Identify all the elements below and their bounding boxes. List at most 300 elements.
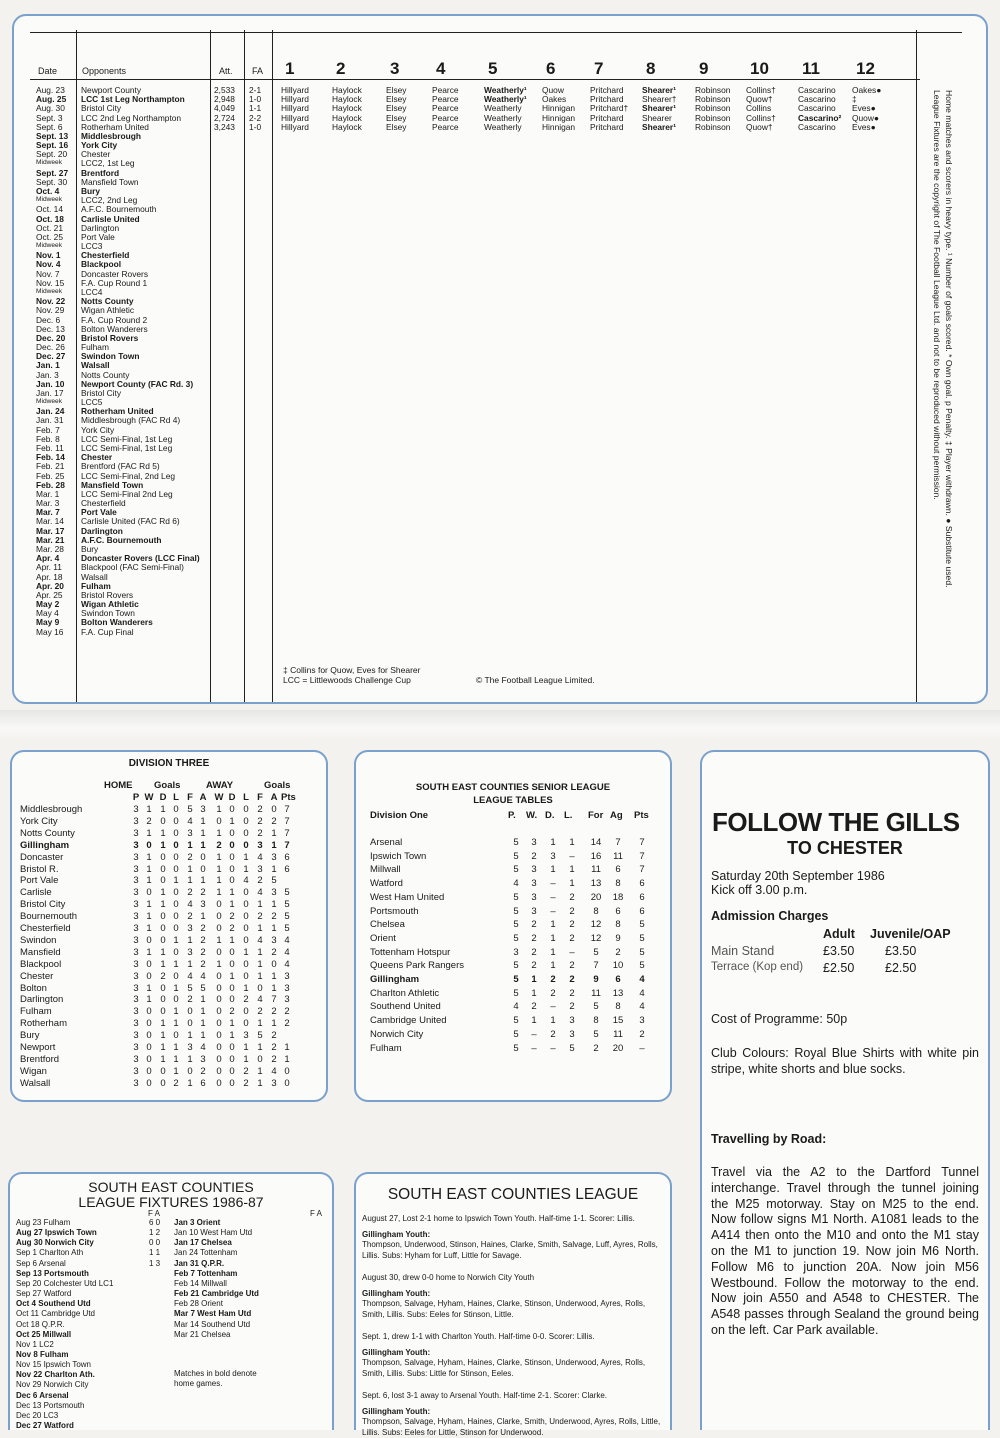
- table-cell: 1: [216, 875, 222, 887]
- header-att: Att.: [219, 66, 233, 76]
- table-cell: 0: [271, 958, 277, 970]
- table-cell: 1: [160, 1042, 166, 1053]
- fixture-score: 1-1: [249, 103, 262, 114]
- fixture-date: Mar. 17: [36, 525, 65, 536]
- table-cell: 0: [160, 875, 166, 887]
- fixture-row: [16, 1320, 166, 1330]
- table-cell: 2: [243, 994, 249, 1006]
- table-cell: 13: [590, 878, 602, 890]
- fixture-row: [174, 1289, 324, 1299]
- result-summary: August 27, Lost 2-1 home to Ipswich Town Youth. Half-time 1-1. Scorer: Lillis.: [362, 1214, 635, 1223]
- fixture-date: Feb. 7: [36, 424, 60, 435]
- table-cell: 0: [229, 1077, 235, 1089]
- table-cell: 6: [639, 905, 645, 917]
- table-cell: 1: [569, 864, 575, 876]
- fixture-row: [14, 536, 914, 545]
- main-stand-label: Main Stand: [711, 944, 775, 958]
- table-cell: 1: [229, 1030, 235, 1042]
- table-cell: 3: [133, 1053, 139, 1065]
- fixture-opponent: Newport County: [81, 85, 142, 95]
- fixture-text: Feb 14 Millwall: [174, 1278, 227, 1288]
- position-header: 7: [594, 59, 604, 78]
- team-name: Blackpool: [20, 958, 62, 970]
- table-cell: 1: [187, 934, 193, 946]
- table-cell: 1: [257, 970, 263, 982]
- fixture-date: Sept. 13: [36, 130, 69, 141]
- fixture-opponent: Chesterfield: [81, 250, 130, 261]
- table-cell: 3: [133, 1042, 139, 1053]
- fixture-opponent: Mansfield Town: [81, 479, 144, 490]
- team-name: Notts County: [20, 827, 75, 839]
- table-cell: 3: [284, 970, 290, 982]
- fixture-opponent: Rotherham United: [81, 406, 154, 417]
- column-header: F: [257, 792, 263, 803]
- fa-header-left: F A: [148, 1209, 161, 1218]
- table-cell: 1: [243, 946, 249, 958]
- main-stand-juvenile: £3.50: [885, 944, 917, 958]
- team-name: Queens Park Rangers: [370, 960, 464, 972]
- goals-label-away: Goals: [264, 780, 291, 791]
- table-cell: 0: [216, 970, 222, 982]
- fixture-date: Dec. 27: [36, 351, 66, 362]
- fixture-row: [16, 1401, 166, 1411]
- table-cell: –: [531, 1028, 537, 1040]
- table-cell: 1: [200, 875, 206, 887]
- fixture-row: [174, 1228, 324, 1238]
- table-cell: 5: [513, 837, 519, 848]
- fixture-row: [174, 1320, 324, 1330]
- fixture-opponent: Walsall: [81, 571, 108, 582]
- fixture-row: [14, 104, 914, 113]
- player-name: Cascarino: [798, 121, 836, 132]
- fixture-date: Apr. 20: [36, 580, 64, 591]
- fixture-row: [174, 1259, 324, 1269]
- player-name: Eves●: [852, 103, 876, 114]
- table-cell: 4: [271, 1065, 277, 1077]
- fa-header-right: F A: [310, 1209, 323, 1218]
- fixture-opponent: Chester: [81, 149, 111, 160]
- table-cell: 1: [229, 887, 235, 899]
- team-name: Chesterfield: [20, 923, 71, 934]
- fixture-date: Nov. 22: [36, 296, 66, 307]
- table-cell: 3: [257, 863, 263, 875]
- table-cell: 0: [216, 911, 222, 923]
- fixture-row: [14, 123, 914, 132]
- fixture-date: Mar. 1: [36, 488, 60, 499]
- table-cell: 0: [187, 1065, 193, 1077]
- fixture-opponent: Rotherham United: [81, 121, 149, 132]
- table-cell: 2: [531, 946, 537, 958]
- fixture-date: Feb. 25: [36, 470, 65, 481]
- fixture-text: Jan 10 West Ham Utd: [174, 1228, 253, 1238]
- table-row: [12, 1030, 326, 1042]
- table-row: [356, 836, 670, 850]
- fixture-date: Jan. 24: [36, 406, 65, 417]
- table-cell: 2: [271, 1053, 277, 1065]
- fixture-score: 6 0: [149, 1218, 161, 1227]
- table-cell: 0: [173, 815, 179, 827]
- table-cell: 11: [613, 850, 623, 862]
- table-cell: 7: [615, 837, 621, 848]
- fixture-text: Nov 22 Charlton Ath.: [16, 1370, 95, 1380]
- team-name: Chelsea: [370, 919, 405, 931]
- fixture-date: Feb. 21: [36, 461, 65, 472]
- table-cell: 1: [160, 887, 166, 899]
- table-cell: 4: [187, 815, 193, 827]
- fixture-row: [14, 270, 914, 279]
- fixture-row: [16, 1380, 166, 1390]
- fixture-date: Mar. 3: [36, 498, 60, 509]
- table-cell: 3: [133, 899, 139, 911]
- player-name: Pearce: [432, 85, 459, 95]
- position-header: 6: [546, 59, 556, 78]
- table-cell: 3: [133, 982, 139, 994]
- fixture-opponent: Blackpool (FAC Semi-Final): [81, 562, 184, 573]
- table-cell: 3: [133, 839, 139, 851]
- sec-tables-title: SOUTH EAST COUNTIES SENIOR LEAGUE: [415, 782, 611, 793]
- goals-label: Goals: [154, 780, 181, 791]
- team-name: Millwall: [370, 864, 401, 876]
- player-name: Weatherly¹: [484, 94, 527, 105]
- table-cell: 1: [146, 804, 152, 815]
- fixture-opponent: Swindon Town: [81, 351, 140, 362]
- table-cell: 5: [513, 850, 519, 862]
- player-name: Pritchard: [590, 112, 624, 123]
- fixture-text: Jan 24 Tottenham: [174, 1248, 238, 1258]
- fixture-row: [14, 251, 914, 260]
- header-fa: FA: [252, 66, 264, 76]
- follow-the-gills-panel: [700, 750, 990, 1430]
- player-name: Cascarino²: [798, 112, 842, 123]
- team-name: Arsenal: [370, 837, 403, 848]
- table-cell: 0: [229, 1065, 235, 1077]
- position-header: 3: [390, 59, 400, 78]
- position-header: 5: [488, 59, 498, 78]
- table-cell: 5: [513, 864, 519, 876]
- player-name: Haylock: [332, 121, 362, 132]
- table-cell: 3: [133, 911, 139, 923]
- table-cell: 0: [216, 1077, 222, 1089]
- table-cell: 3: [200, 899, 206, 911]
- fixture-row: [14, 490, 914, 499]
- fixture-date: Mar. 14: [36, 516, 64, 527]
- table-cell: 0: [173, 827, 179, 839]
- player-name: Shearer: [642, 112, 672, 123]
- table-cell: 1: [160, 1018, 166, 1030]
- fixture-text: Oct 25 Millwall: [16, 1329, 72, 1339]
- table-cell: 2: [271, 1042, 277, 1053]
- fixture-date: Nov. 1: [36, 250, 61, 261]
- column-header: D: [159, 792, 167, 803]
- table-cell: 1: [160, 899, 166, 911]
- fixture-score: 1 2: [149, 1228, 161, 1238]
- table-row: [12, 1078, 326, 1090]
- table-cell: 1: [200, 1006, 206, 1018]
- column-header: F: [187, 792, 193, 803]
- table-cell: 0: [160, 1077, 166, 1089]
- fixture-date: Oct. 21: [36, 222, 63, 233]
- fixture-opponent: Fulham: [81, 580, 111, 591]
- fixture-date: Dec. 26: [36, 342, 65, 353]
- table-cell: 1: [257, 923, 263, 934]
- fixture-row: [14, 343, 914, 352]
- fixture-row: [16, 1350, 166, 1360]
- table-row: [12, 852, 326, 864]
- position-header: 4: [436, 59, 446, 78]
- table-cell: 1: [271, 899, 277, 911]
- table-cell: 0: [229, 839, 235, 851]
- player-name: Haylock: [332, 85, 362, 95]
- fixture-row: [14, 334, 914, 343]
- juvenile-header: Juvenile/OAP: [870, 927, 951, 941]
- table-row: [12, 1042, 326, 1054]
- table-row: [12, 828, 326, 840]
- terrace-adult: £2.50: [823, 961, 855, 975]
- fixture-row: [14, 95, 914, 104]
- fixture-date: Sept. 20: [36, 149, 68, 160]
- table-cell: 1: [216, 958, 222, 970]
- fixture-opponent: Doncaster Rovers (LCC Final): [81, 553, 200, 564]
- table-cell: 5: [639, 946, 645, 958]
- table-cell: 2: [243, 1065, 249, 1077]
- terrace-label: Terrace (Kop end): [711, 961, 804, 973]
- fixture-opponent: Brentford (FAC Rd 5): [81, 461, 160, 472]
- table-cell: 3: [133, 1018, 139, 1030]
- fixture-opponent: Bristol City: [81, 387, 122, 398]
- table-cell: 1: [160, 958, 166, 970]
- fixture-date: May 16: [36, 626, 64, 637]
- fixture-opponent: Chester: [81, 452, 113, 463]
- table-cell: 2: [531, 960, 537, 972]
- fixture-text: Sep 1 Charlton Ath: [16, 1248, 84, 1258]
- table-cell: 0: [160, 1006, 166, 1018]
- team-heading: Gillingham Youth:: [362, 1406, 431, 1416]
- header-date: Date: [38, 66, 58, 76]
- table-cell: 1: [146, 946, 152, 958]
- table-cell: 3: [531, 905, 537, 917]
- player-name: Haylock: [332, 112, 362, 123]
- table-cell: 3: [133, 1077, 139, 1089]
- fixture-opponent: Bristol Rovers: [81, 589, 134, 600]
- team-name: Swindon: [20, 934, 57, 946]
- table-cell: 0: [146, 887, 152, 899]
- team-name: Orient: [370, 932, 396, 944]
- table-cell: 0: [229, 1042, 235, 1053]
- fixture-attendance: 4,049: [214, 103, 235, 114]
- table-cell: 2: [229, 1006, 235, 1018]
- player-name: Quow†: [746, 94, 773, 105]
- table-row: [356, 891, 670, 905]
- table-cell: 4: [639, 987, 645, 999]
- fixture-row: [14, 242, 914, 251]
- table-cell: 4: [187, 899, 193, 911]
- player-name: Cascarino: [798, 94, 836, 105]
- table-cell: 7: [639, 864, 645, 876]
- position-header: 11: [802, 59, 820, 78]
- table-row: [12, 983, 326, 995]
- player-name: Elsey: [386, 85, 407, 95]
- player-name: Robinson: [695, 94, 731, 105]
- table-cell: 1: [271, 982, 277, 994]
- table-cell: 0: [173, 887, 179, 899]
- fixture-row: [14, 159, 914, 168]
- table-cell: 0: [243, 923, 249, 934]
- table-cell: 2: [550, 974, 556, 985]
- table-cell: 2: [531, 850, 537, 862]
- team-name: Fulham: [370, 1042, 402, 1054]
- team-heading: Gillingham Youth:: [362, 1288, 431, 1298]
- table-cell: 1: [216, 887, 222, 899]
- column-header: A: [270, 792, 278, 803]
- table-cell: 1: [257, 1065, 263, 1077]
- fixture-opponent: Middlesbrough: [81, 130, 142, 141]
- table-cell: 0: [243, 839, 249, 851]
- travel-title: Travelling by Road:: [711, 1132, 827, 1146]
- table-cell: 1: [173, 1042, 179, 1053]
- team-name: West Ham United: [370, 891, 445, 903]
- table-cell: 1: [187, 1053, 193, 1065]
- table-cell: 3: [133, 958, 139, 970]
- table-cell: 0: [173, 899, 179, 911]
- team-name: Newport: [20, 1042, 56, 1053]
- header-opponents: Opponents: [82, 66, 127, 76]
- player-name: Hillyard: [281, 94, 309, 105]
- fixture-date: Jan. 17: [36, 387, 64, 398]
- table-cell: 2: [569, 891, 575, 903]
- fixture-row: [16, 1289, 166, 1299]
- table-cell: 4: [200, 1042, 206, 1053]
- fixture-opponent: LCC2, 1st Leg: [81, 158, 135, 169]
- table-cell: 6: [615, 864, 621, 876]
- table-cell: 2: [271, 946, 277, 958]
- table-cell: 1: [271, 863, 277, 875]
- fixture-date: Aug. 25: [36, 94, 67, 105]
- table-cell: 2: [200, 934, 206, 946]
- player-name: ‡: [852, 94, 857, 105]
- fixture-text: Oct 11 Cambridge Utd: [16, 1309, 95, 1319]
- table-cell: 0: [216, 1053, 222, 1065]
- table-cell: 3: [133, 946, 139, 958]
- table-cell: 0: [284, 1065, 290, 1077]
- table-cell: 2: [257, 827, 263, 839]
- fixture-text: Aug 23 Fulham: [16, 1218, 71, 1227]
- table-cell: 6: [639, 891, 645, 903]
- table-cell: 2: [569, 974, 575, 985]
- fixture-row: [14, 205, 914, 214]
- player-name: Quow: [542, 85, 564, 95]
- table-cell: 0: [160, 994, 166, 1006]
- fixture-opponent: Carlisle United (FAC Rd 6): [81, 516, 180, 527]
- table-cell: –: [569, 946, 575, 958]
- fixture-opponent: LCC 2nd Leg Northampton: [81, 112, 182, 123]
- table-cell: 0: [229, 863, 235, 875]
- table-cell: 2: [531, 919, 537, 931]
- table-cell: 0: [173, 994, 179, 1006]
- table-cell: 2: [550, 987, 556, 999]
- fixture-date: Dec. 20: [36, 332, 66, 343]
- player-name: Hillyard: [281, 85, 309, 95]
- team-name: Gillingham: [370, 974, 420, 985]
- programme-cost: Cost of Programme: 50p: [711, 1012, 848, 1026]
- table-cell: 8: [593, 905, 599, 917]
- table-cell: 2: [271, 1030, 277, 1042]
- team-heading: Gillingham Youth:: [362, 1230, 431, 1239]
- table-cell: 18: [612, 891, 624, 903]
- table-row: [12, 804, 326, 816]
- fixture-date: Sept. 16: [36, 140, 69, 151]
- table-cell: 6: [615, 905, 621, 917]
- table-cell: 1: [187, 1077, 193, 1089]
- team-name: Gillingham: [20, 839, 70, 851]
- table-cell: 1: [200, 911, 206, 923]
- fixture-row: [16, 1238, 166, 1248]
- table-cell: –: [550, 878, 556, 890]
- fixture-opponent: Carlisle United: [81, 213, 140, 224]
- table-cell: 0: [146, 970, 152, 982]
- main-stand-adult: £3.50: [823, 944, 855, 958]
- fixture-opponent: York City: [81, 140, 118, 151]
- table-cell: 1: [173, 934, 179, 946]
- table-row: [12, 994, 326, 1006]
- fixture-opponent: Bristol City: [81, 103, 122, 114]
- fixture-text: Nov 15 Ipswich Town: [16, 1360, 91, 1370]
- table-cell: 2: [257, 804, 263, 815]
- player-name: Pearce: [432, 112, 459, 123]
- table-cell: 0: [284, 1077, 290, 1089]
- table-cell: 3: [531, 878, 537, 890]
- fixture-score: 0 0: [149, 1238, 161, 1248]
- fixture-row: [16, 1299, 166, 1309]
- fixture-row: [16, 1330, 166, 1340]
- table-cell: 0: [216, 982, 222, 994]
- fixture-opponent: F.A. Cup Final: [81, 626, 134, 637]
- fixture-row: [14, 527, 914, 536]
- table-row: [356, 1028, 670, 1042]
- table-cell: 2: [200, 887, 206, 899]
- team-name: Fulham: [20, 1006, 52, 1018]
- fixture-row: [14, 233, 914, 242]
- column-header: D: [228, 792, 236, 803]
- table-cell: 2: [284, 1018, 290, 1030]
- table-cell: 5: [593, 1001, 599, 1013]
- table-cell: 0: [146, 1065, 152, 1077]
- team-name: Bristol R.: [20, 863, 59, 875]
- fixture-row: [14, 215, 914, 224]
- table-row: [12, 864, 326, 876]
- column-header: W: [214, 792, 224, 803]
- table-cell: 1: [146, 982, 152, 994]
- fixture-row: [14, 600, 914, 609]
- table-cell: 0: [229, 994, 235, 1006]
- table-cell: 1: [160, 946, 166, 958]
- table-row: [356, 932, 670, 946]
- table-cell: 9: [615, 932, 621, 944]
- table-cell: 0: [243, 899, 249, 911]
- table-cell: 5: [593, 1028, 599, 1040]
- fixture-text: Dec 6 Arsenal: [16, 1390, 69, 1400]
- table-cell: 7: [284, 839, 290, 851]
- fixture-text: Sep 20 Colchester Utd LC1: [16, 1278, 114, 1288]
- table-cell: 0: [173, 946, 179, 958]
- fixture-text: Sep 27 Watford: [16, 1289, 72, 1299]
- table-cell: 1: [531, 987, 537, 999]
- table-cell: 1: [146, 875, 152, 887]
- table-row: [356, 918, 670, 932]
- player-name: Weatherly¹: [484, 85, 527, 95]
- fixture-text: Dec 27 Watford: [16, 1421, 74, 1430]
- table-cell: 2: [257, 1006, 263, 1018]
- team-name: Doncaster: [20, 851, 64, 863]
